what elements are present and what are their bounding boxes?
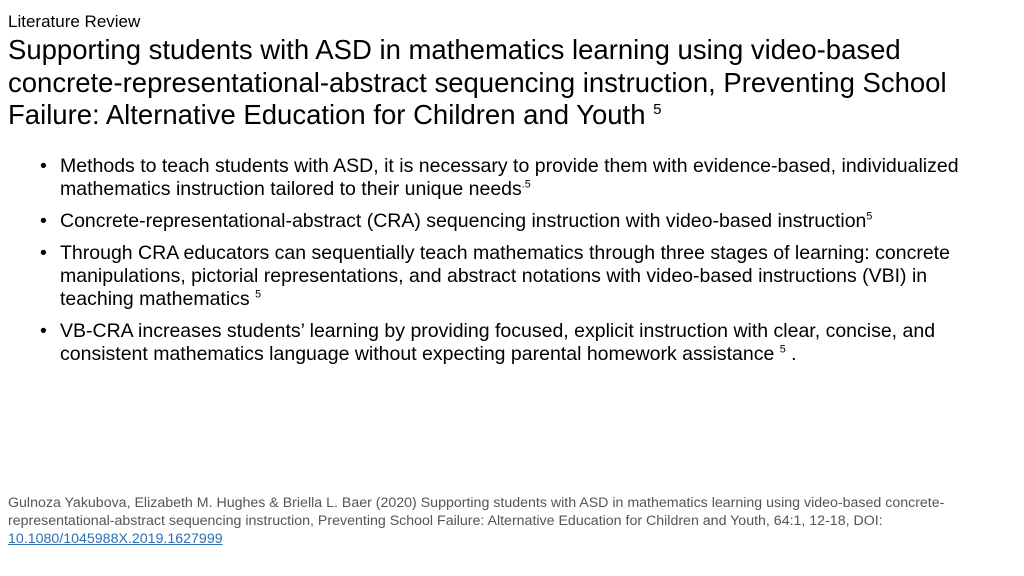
bullet-item [40,210,1000,233]
citation-marker: .5 [521,178,531,191]
bullet-text: Through CRA educators can sequentially teach mathematics through three stages of learning: concrete manipulations, pictorial representations, and abstract notations with video-based instructions (VBI) in teaching mathematics [60,242,950,310]
slide-title [8,34,1008,132]
section-kicker: Literature Review [8,12,141,31]
bullet-list [40,155,1000,375]
bullet-item [40,242,1000,311]
bullet-dot-icon: • [40,242,47,264]
bullet-item [40,155,1000,201]
bullet-dot-icon: • [40,155,47,177]
reference-citation [8,494,1008,548]
slide-title-text: Supporting students with ASD in mathematics learning using video-based concrete-representational-abstract sequencing instruction, Preventing School Failure: Alternative Education for Children and Youth [8,34,947,130]
bullet-text: Methods to teach students with ASD, it is necessary to provide them with evidence-based, individualized mathematics instruction tailored to their unique needs [60,155,959,200]
citation-marker: 5 [779,343,786,356]
bullet-text: Concrete-representational-abstract (CRA) sequencing instruction with video-based instruction [60,210,867,232]
reference-text: Gulnoza Yakubova, Elizabeth M. Hughes & Briella L. Baer (2020) Supporting students with ASD in mathematics learning using video-based concrete-representational-abstract sequencing instruction, Preventing School Failure: Alternative Education for Children and Youth, 64:1, 12-18, DOI: [8,495,945,529]
doi-link[interactable]: 10.1080/1045988X.2019.1627999 [8,531,223,547]
bullet-end-punctuation: . [791,343,797,365]
bullet-text: VB-CRA increases students’ learning by providing focused, explicit instruction with clear, concise, and consistent mathematics language without expecting parental homework assistance [60,320,936,365]
bullet-item [40,320,1000,366]
title-citation-marker: 5 [653,100,662,118]
bullet-dot-icon: • [40,210,47,232]
citation-marker: 5 [866,210,873,223]
bullet-dot-icon: • [40,320,47,342]
citation-marker: 5 [255,288,262,301]
